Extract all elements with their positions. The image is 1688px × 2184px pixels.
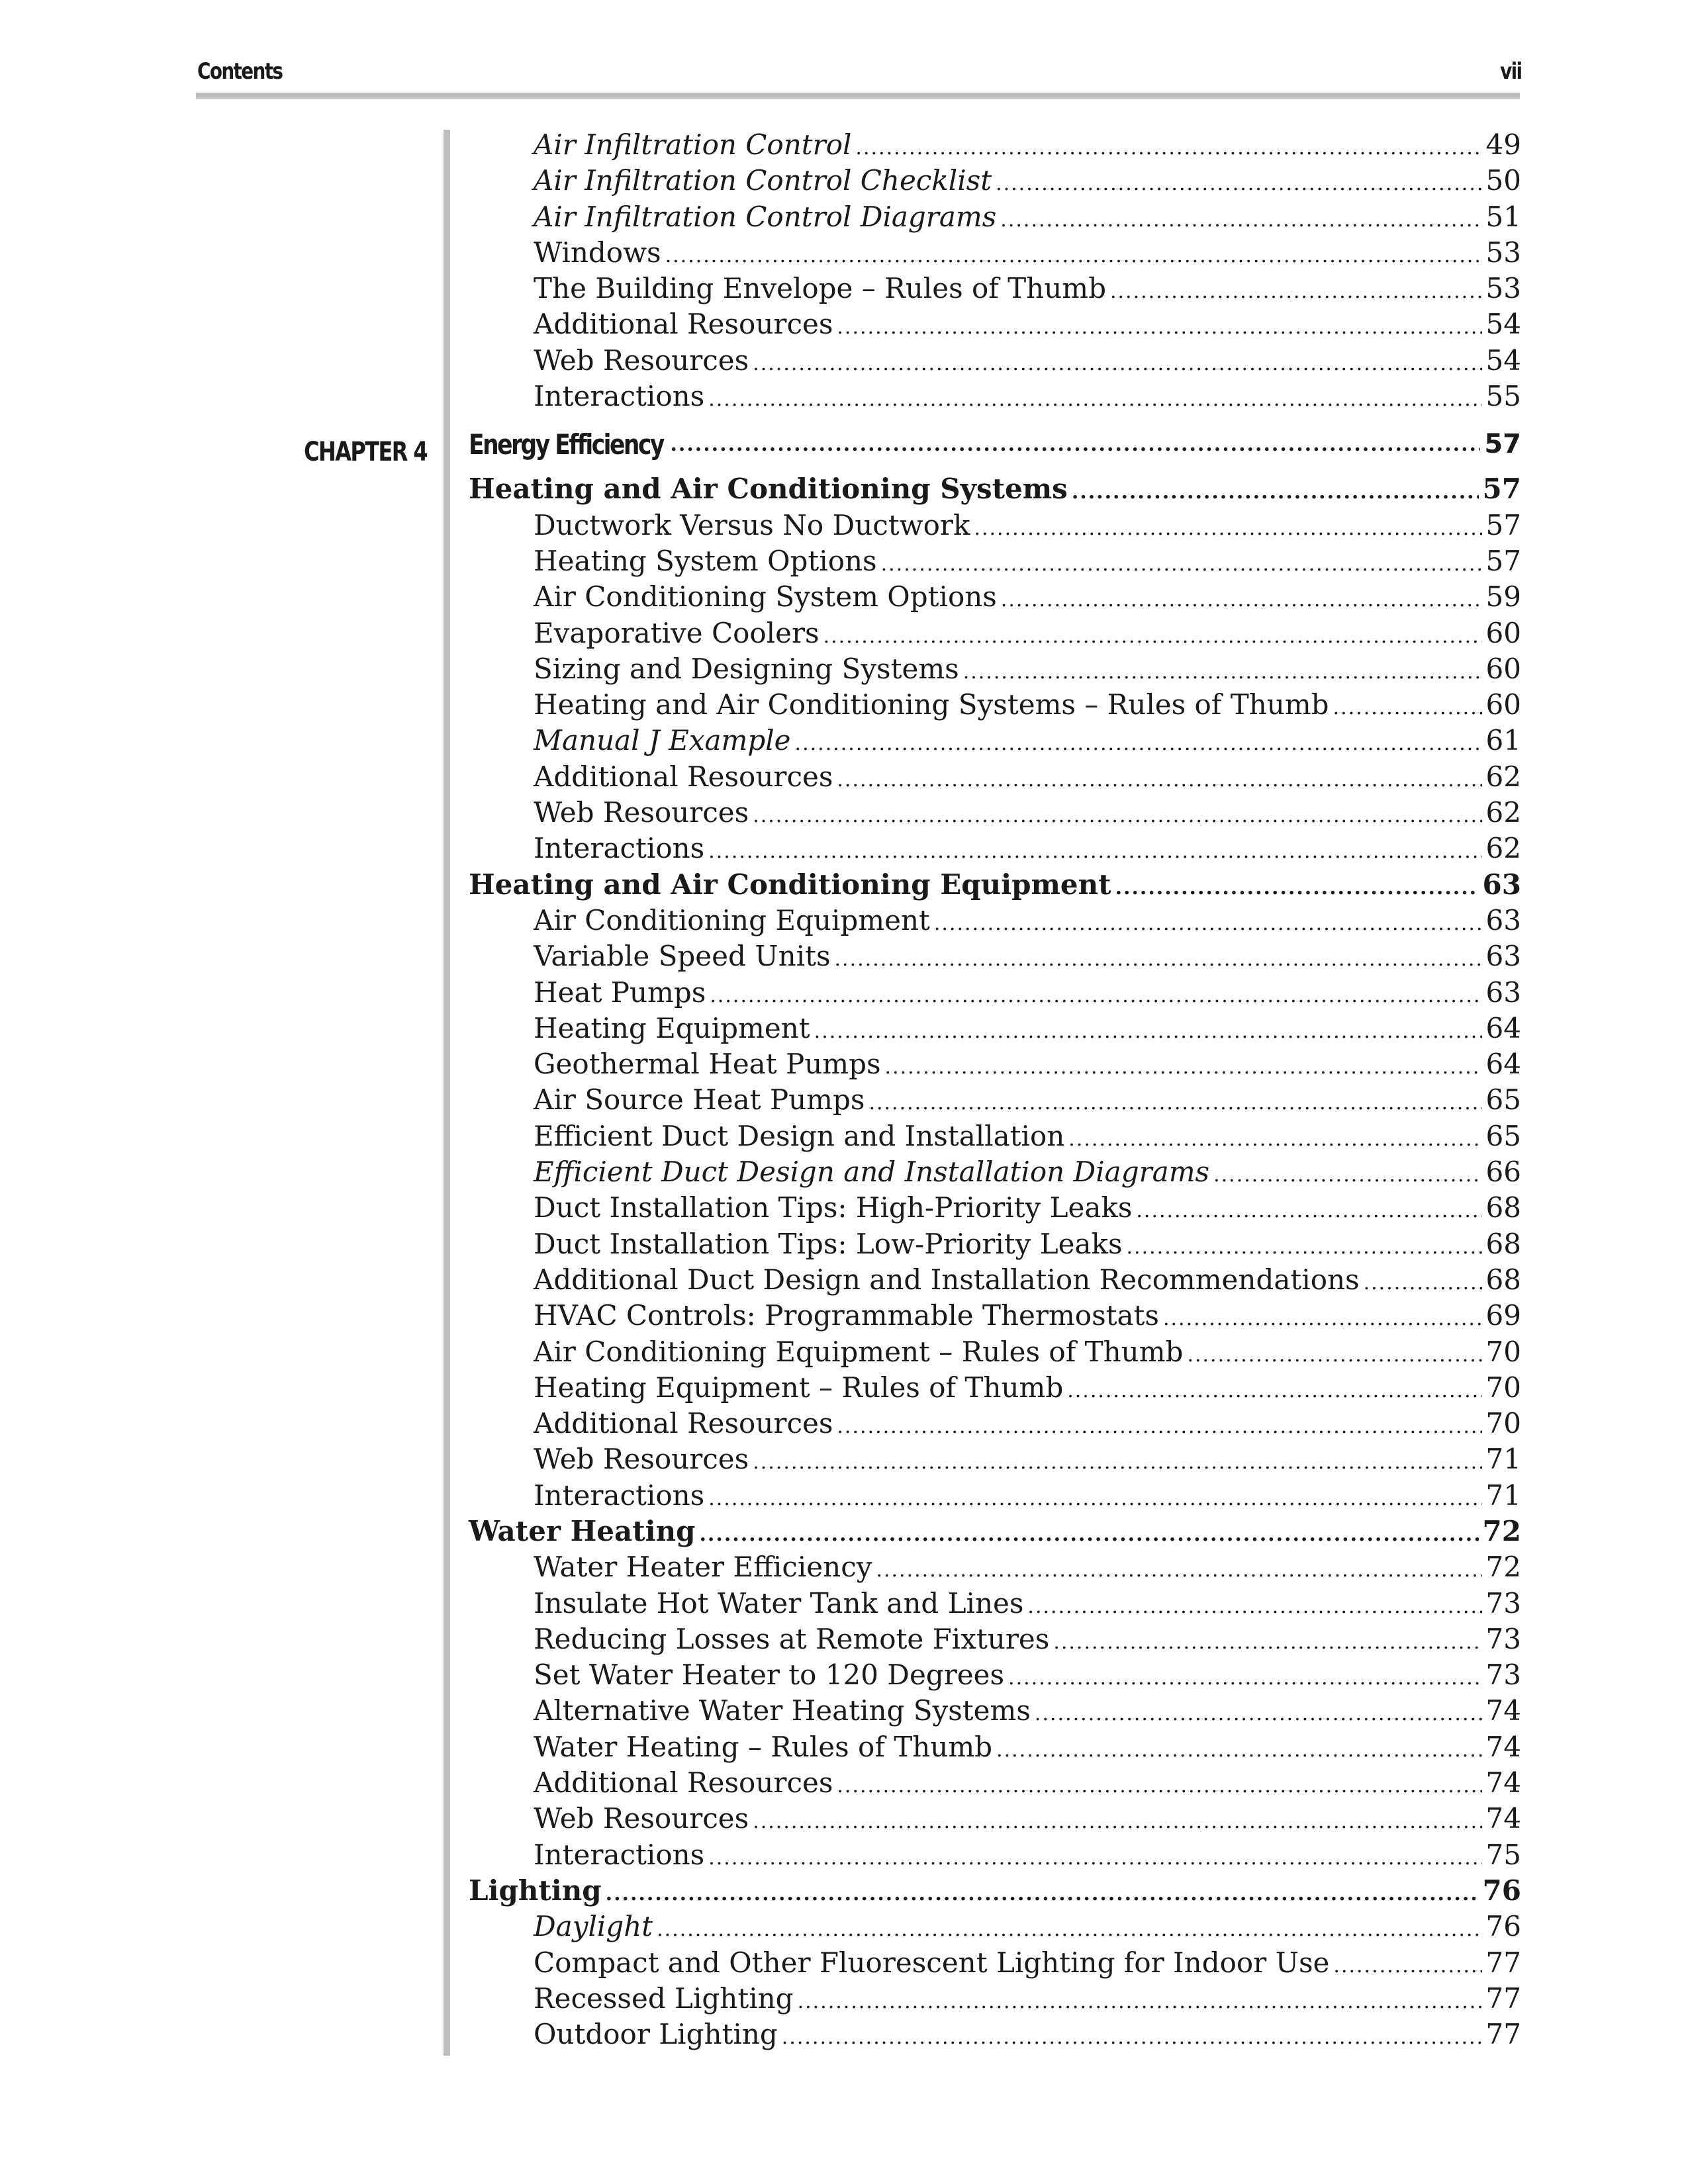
subsection-entry — [469, 1263, 1521, 1299]
entry-title: Variable Speed Units — [534, 940, 831, 973]
subsection-entry — [469, 1731, 1521, 1766]
entry-page-number: 62 — [1485, 796, 1521, 829]
subsection-entry — [469, 272, 1521, 308]
dot-leader — [837, 768, 1481, 792]
dot-leader — [876, 1559, 1481, 1582]
entry-title: Lighting — [469, 1874, 602, 1907]
subsection-entry — [469, 1694, 1521, 1730]
entry-page-number: 69 — [1485, 1299, 1521, 1332]
entry-title: Interactions — [534, 832, 705, 865]
dot-leader — [708, 388, 1481, 411]
entry-page-number: 57 — [1485, 544, 1521, 577]
dot-leader — [1053, 1631, 1481, 1654]
entry-title: Heating and Air Conditioning Systems — [469, 473, 1068, 506]
subsection-entry — [469, 236, 1521, 272]
entry-page-number: 65 — [1485, 1083, 1521, 1116]
entry-title: Web Resources — [534, 1802, 749, 1835]
dot-leader — [708, 840, 1481, 863]
entry-page-number: 73 — [1485, 1659, 1521, 1692]
subsection-entry — [469, 201, 1521, 236]
entry-page-number: 55 — [1485, 380, 1521, 413]
entry-title: Additional Duct Design and Installation Recommendations — [534, 1263, 1360, 1296]
subsection-entry — [469, 1443, 1521, 1479]
entry-page-number: 50 — [1485, 164, 1521, 197]
subsection-entry — [469, 940, 1521, 976]
entry-title: Heating System Options — [534, 544, 877, 577]
subsection-entry — [469, 1228, 1521, 1263]
entry-page-number: 68 — [1485, 1191, 1521, 1224]
entry-page-number: 77 — [1485, 1946, 1521, 1979]
entry-page-number: 72 — [1482, 1514, 1521, 1547]
entry-page-number: 76 — [1482, 1874, 1521, 1907]
entry-title: Compact and Other Fluorescent Lighting for Indoor Use — [534, 1946, 1330, 1979]
entry-title: Heating and Air Conditioning Systems – Rules of Thumb — [534, 688, 1329, 721]
subsection-entry — [469, 380, 1521, 416]
entry-title: Web Resources — [534, 796, 749, 829]
dot-leader — [868, 1091, 1481, 1115]
entry-title: Windows — [534, 236, 661, 269]
dot-leader — [657, 1918, 1481, 1941]
entry-title: Duct Installation Tips: Low-Priority Leaks — [534, 1227, 1123, 1260]
dot-leader — [1364, 1271, 1482, 1295]
dot-leader — [855, 136, 1481, 159]
dot-leader — [1027, 1595, 1481, 1618]
dot-leader — [974, 517, 1481, 540]
subsection-entry — [469, 1336, 1521, 1371]
subsection-entry — [469, 1371, 1521, 1407]
entry-title: Set Water Heater to 120 Degrees — [534, 1659, 1005, 1692]
entry-title: Air Conditioning Equipment – Rules of Thumb — [534, 1335, 1184, 1368]
subsection-entry — [469, 724, 1521, 760]
entry-page-number: 74 — [1485, 1694, 1521, 1727]
subsection-entry — [469, 1120, 1521, 1156]
dot-leader — [881, 553, 1482, 576]
section-entry — [469, 1874, 1521, 1910]
table-of-contents — [469, 128, 1521, 2054]
entry-page-number: 71 — [1485, 1479, 1521, 1512]
entry-page-number: 63 — [1485, 940, 1521, 973]
dot-leader — [708, 1846, 1481, 1870]
subsection-entry — [469, 796, 1521, 832]
entry-title: Air Infiltration Control Checklist — [534, 164, 992, 197]
dot-leader — [1333, 1954, 1481, 1978]
entry-title: Evaporative Coolers — [534, 616, 820, 649]
entry-page-number: 57 — [1482, 473, 1521, 506]
dot-leader — [1000, 208, 1481, 232]
entry-page-number: 62 — [1485, 760, 1521, 793]
running-header-section: Contents — [197, 58, 283, 85]
entry-title: Air Conditioning Equipment — [534, 903, 930, 936]
entry-title: Additional Resources — [534, 1766, 833, 1799]
entry-page-number: 68 — [1485, 1263, 1521, 1296]
dot-leader — [1333, 696, 1482, 719]
entry-title: Recessed Lighting — [534, 1981, 794, 2015]
subsection-entry — [469, 1551, 1521, 1586]
dot-leader — [798, 1990, 1482, 2013]
subsection-entry — [469, 509, 1521, 545]
chapter-label: CHAPTER 4 — [304, 437, 427, 467]
subsection-entry — [469, 1048, 1521, 1083]
entry-title: Outdoor Lighting — [534, 2018, 778, 2051]
subsection-entry — [469, 1299, 1521, 1335]
entry-page-number: 70 — [1485, 1371, 1521, 1404]
entry-title: Water Heating — [469, 1514, 696, 1547]
subsection-entry — [469, 128, 1521, 164]
dot-leader — [837, 1415, 1481, 1438]
dot-leader — [665, 244, 1482, 267]
entry-title: Efficient Duct Design and Installation Diagrams — [534, 1156, 1210, 1189]
entry-page-number: 64 — [1485, 1048, 1521, 1081]
dot-leader — [1035, 1702, 1482, 1725]
subsection-entry — [469, 1802, 1521, 1838]
entry-title: Daylight — [534, 1910, 653, 1943]
subsection-entry — [469, 904, 1521, 940]
entry-title: Interactions — [534, 380, 705, 413]
entry-page-number: 77 — [1485, 2018, 1521, 2051]
entry-title: Additional Resources — [534, 308, 833, 341]
subsection-entry — [469, 344, 1521, 380]
entry-title: Heating and Air Conditioning Equipment — [469, 868, 1111, 901]
entry-page-number: 54 — [1485, 308, 1521, 341]
entry-title: Additional Resources — [534, 760, 833, 793]
subsection-entry — [469, 1839, 1521, 1874]
entry-page-number: 49 — [1485, 128, 1521, 161]
dot-leader — [795, 732, 1482, 755]
entry-page-number: 65 — [1485, 1119, 1521, 1152]
dot-leader — [837, 1774, 1481, 1797]
entry-page-number: 72 — [1485, 1551, 1521, 1584]
dot-leader — [996, 172, 1481, 195]
subsection-entry — [469, 832, 1521, 868]
entry-page-number: 60 — [1485, 688, 1521, 721]
section-entry — [469, 868, 1521, 904]
entry-page-number: 62 — [1485, 832, 1521, 865]
entry-title: Reducing Losses at Remote Fixtures — [534, 1622, 1050, 1655]
side-rule — [444, 130, 450, 2056]
entry-title: Water Heater Efficiency — [534, 1551, 872, 1584]
subsection-entry — [469, 1982, 1521, 2018]
subsection-entry — [469, 760, 1521, 796]
entry-title: Interactions — [534, 1479, 705, 1512]
entry-title: Water Heating – Rules of Thumb — [534, 1730, 993, 1763]
subsection-entry — [469, 1012, 1521, 1048]
dot-leader — [1072, 480, 1479, 504]
dot-leader — [753, 1451, 1481, 1474]
dot-leader — [1187, 1343, 1481, 1367]
entry-page-number: 71 — [1485, 1443, 1521, 1476]
entry-page-number: 77 — [1485, 1981, 1521, 2015]
entry-title: Energy Efficiency — [469, 428, 663, 461]
entry-page-number: 76 — [1485, 1910, 1521, 1943]
subsection-entry — [469, 653, 1521, 688]
dot-leader — [708, 1487, 1481, 1510]
entry-page-number: 61 — [1485, 724, 1521, 757]
entry-title: Insulate Hot Water Tank and Lines — [534, 1586, 1024, 1619]
subsection-entry — [469, 1191, 1521, 1227]
dot-leader — [753, 352, 1481, 375]
entry-page-number: 63 — [1485, 903, 1521, 936]
entry-page-number: 73 — [1485, 1622, 1521, 1655]
subsection-entry — [469, 1479, 1521, 1515]
dot-leader — [1213, 1163, 1481, 1187]
header-rule — [196, 93, 1520, 99]
subsection-entry — [469, 1910, 1521, 1946]
subsection-entry — [469, 1083, 1521, 1119]
dot-leader — [699, 1523, 1478, 1546]
entry-page-number: 70 — [1485, 1407, 1521, 1440]
entry-page-number: 54 — [1485, 343, 1521, 377]
dot-leader — [606, 1882, 1479, 1905]
dot-leader — [1001, 588, 1482, 612]
entry-page-number: 60 — [1485, 616, 1521, 649]
subsection-entry — [469, 688, 1521, 724]
section-entry — [469, 473, 1521, 508]
entry-title: Web Resources — [534, 1443, 749, 1476]
entry-page-number: 53 — [1485, 272, 1521, 305]
entry-title: Heat Pumps — [534, 976, 706, 1009]
dot-leader — [1136, 1199, 1481, 1222]
dot-leader — [885, 1056, 1482, 1079]
subsection-entry — [469, 1659, 1521, 1694]
subsection-entry — [469, 164, 1521, 200]
entry-page-number: 57 — [1485, 508, 1521, 541]
dot-leader — [823, 625, 1482, 648]
entry-page-number: 63 — [1482, 868, 1521, 901]
dot-leader — [1127, 1236, 1482, 1259]
dot-leader — [835, 948, 1482, 971]
entry-page-number: 74 — [1485, 1730, 1521, 1763]
dot-leader — [710, 984, 1481, 1007]
chapter-title-entry — [469, 416, 1521, 473]
dot-leader — [1110, 280, 1482, 303]
entry-page-number: 66 — [1485, 1156, 1521, 1189]
dot-leader — [837, 316, 1481, 339]
dot-leader — [1008, 1666, 1482, 1690]
dot-leader — [996, 1739, 1481, 1762]
entry-title: Interactions — [534, 1838, 705, 1871]
entry-title: Air Infiltration Control Diagrams — [534, 200, 997, 233]
entry-page-number: 73 — [1485, 1586, 1521, 1619]
subsection-entry — [469, 1623, 1521, 1659]
entry-page-number: 57 — [1484, 429, 1521, 460]
subsection-entry — [469, 976, 1521, 1012]
entry-title: Duct Installation Tips: High-Priority Leaks — [534, 1191, 1133, 1224]
entry-page-number: 74 — [1485, 1766, 1521, 1799]
entry-title: The Building Envelope – Rules of Thumb — [534, 272, 1106, 305]
entry-title: Air Source Heat Pumps — [534, 1083, 865, 1116]
entry-title: Alternative Water Heating Systems — [534, 1694, 1031, 1727]
dot-leader — [753, 804, 1481, 827]
subsection-entry — [469, 580, 1521, 616]
subsection-entry — [469, 2018, 1521, 2054]
entry-title: Geothermal Heat Pumps — [534, 1048, 881, 1081]
entry-title: Efficient Duct Design and Installation — [534, 1119, 1065, 1152]
entry-page-number: 59 — [1485, 580, 1521, 614]
entry-page-number: 74 — [1485, 1802, 1521, 1835]
entry-page-number: 68 — [1485, 1227, 1521, 1260]
entry-title: Air Conditioning System Options — [534, 580, 997, 614]
entry-title: Air Infiltration Control — [534, 128, 852, 161]
running-header-page-number: vii — [1499, 58, 1521, 85]
subsection-entry — [469, 617, 1521, 653]
subsection-entry — [469, 1407, 1521, 1443]
section-entry — [469, 1515, 1521, 1551]
dot-leader — [814, 1020, 1482, 1043]
entry-page-number: 51 — [1485, 200, 1521, 233]
dot-leader — [1068, 1128, 1481, 1151]
dot-leader — [753, 1810, 1481, 1833]
dot-leader — [1163, 1307, 1482, 1330]
subsection-entry — [469, 545, 1521, 580]
entry-title: Heating Equipment — [534, 1011, 810, 1044]
entry-title: Sizing and Designing Systems — [534, 652, 959, 685]
dot-leader — [1115, 876, 1479, 899]
entry-title: HVAC Controls: Programmable Thermostats — [534, 1299, 1159, 1332]
entry-title: Manual J Example — [534, 724, 791, 757]
subsection-entry — [469, 1156, 1521, 1191]
subsection-entry — [469, 1946, 1521, 1982]
entry-title: Ductwork Versus No Ductwork — [534, 508, 970, 541]
entry-page-number: 75 — [1485, 1838, 1521, 1871]
entry-page-number: 60 — [1485, 652, 1521, 685]
subsection-entry — [469, 1587, 1521, 1623]
entry-title: Additional Resources — [534, 1407, 833, 1440]
subsection-entry — [469, 308, 1521, 343]
dot-leader — [1067, 1379, 1481, 1402]
entry-page-number: 63 — [1485, 976, 1521, 1009]
entry-page-number: 70 — [1485, 1335, 1521, 1368]
dot-leader — [934, 912, 1482, 935]
entry-page-number: 64 — [1485, 1011, 1521, 1044]
entry-title: Web Resources — [534, 343, 749, 377]
dot-leader — [963, 660, 1482, 684]
entry-page-number: 53 — [1485, 236, 1521, 269]
entry-title: Heating Equipment – Rules of Thumb — [534, 1371, 1064, 1404]
dot-leader — [782, 2026, 1482, 2049]
dot-leader — [670, 433, 1480, 456]
subsection-entry — [469, 1766, 1521, 1802]
